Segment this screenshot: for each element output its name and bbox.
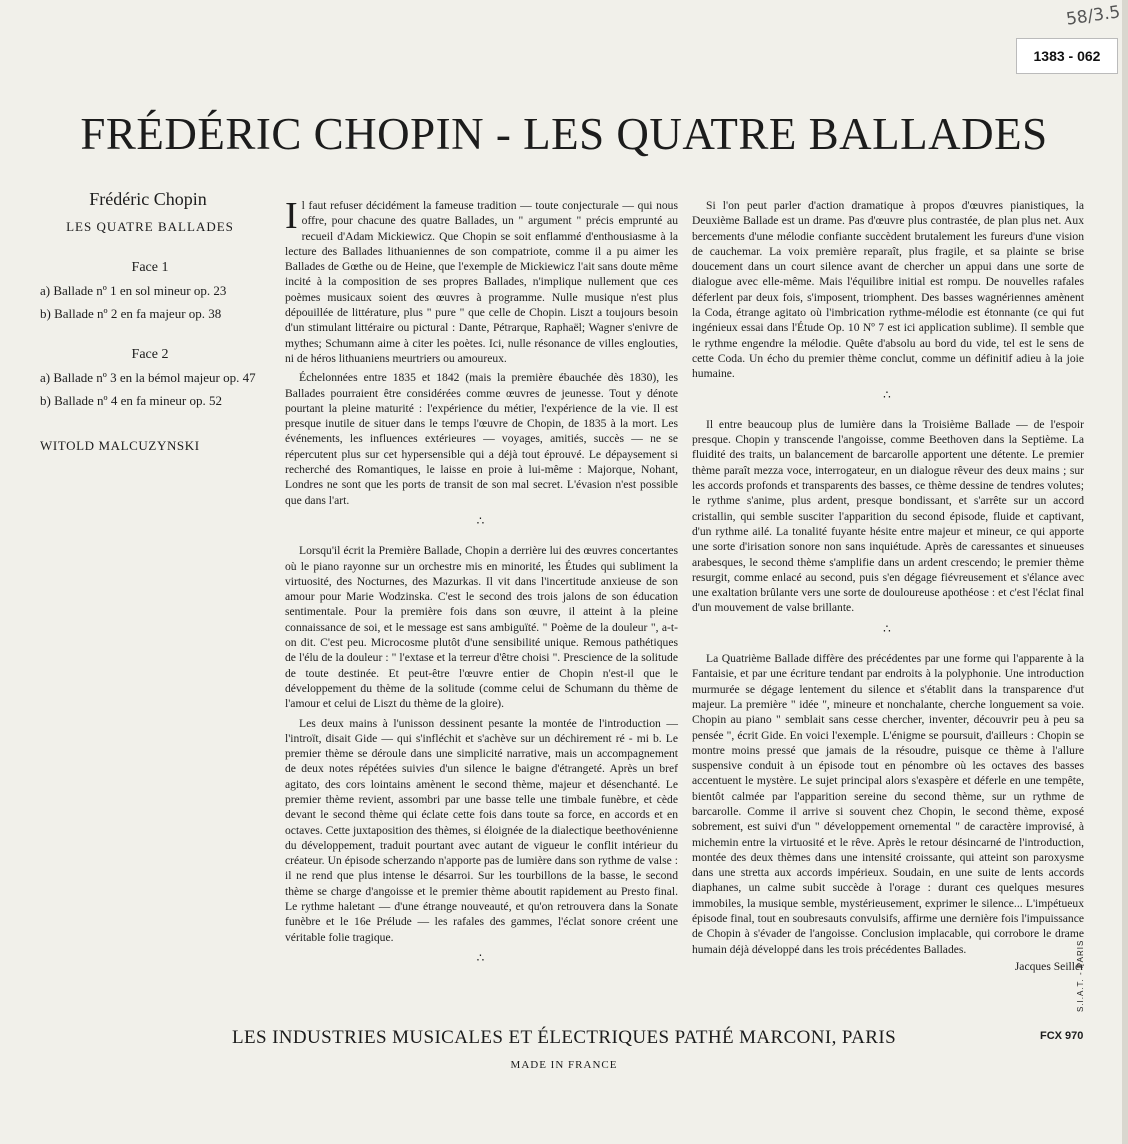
inventory-sticker: 1383 - 062 [1016, 38, 1118, 74]
face-2-label: Face 2 [131, 347, 169, 362]
section-divider: ∴ [883, 387, 893, 402]
work-title: LES QUATRE BALLADES [66, 219, 234, 234]
drop-cap: I [285, 195, 298, 237]
track-listing [40, 190, 260, 455]
section-divider: ∴ [476, 513, 487, 528]
printer-credit: S.I.A.T. - PARIS [1076, 939, 1085, 1012]
essay-paragraph: Lorsqu'il écrit la Première Ballade, Chopin a derrière lui des œuvres concertantes où le piano rayonne sur un orchestre mis en minorité, les Études qui subliment la virtuosité, des Nocturnes, des Mazurkas. Il vit dans l'incertitude anxieuse de son amour pour Marie Wodzinska. C'est le second des trois jalons de son éducation sentimentale. Pour la première fois dans son œuvre, il atteint à la pleine connaissance de soi, et le message est sans ambiguïté. " Poème de la douleur ", a-t-on dit. C'est peu. Microcosme plutôt d'une sensibilité unique. Remous pathétiques de l'élu de la douleur : " l'extase et la terreur d'être choisi ". Prescience de la solitude de toute destinée. Et peut-être l'œuvre entier de Chopin n'est-il que le développement du thème de la solitude (comme celui de Schumann du thème de l'amour et celui de Liszt du thème de la gloire). [285, 544, 678, 711]
essay-paragraph: Si l'on peut parler d'action dramatique à propos d'œuvres pianistiques, la Deuxième Ballade est un drame. Pas d'œuvre plus contrastée, de plan plus net. Aux bercements d'une mélodie confiante succèdent brutalement les fureurs d'une vision de cauchemar. La voix première reparaît, plus fragile, et sa plainte se brise doucement dans un court silence avant de chercher un appui dans une sorte de dialogue avec elle-même. Mais l'équilibre initial est rompu. De nouvelles rafales déferlent par deux fois, s'imposent, triomphent. Des basses wagnériennes amènent la Coda, étrange agitato où l'imbrication rythme-mélodie est étonnante (ce qui fut ingénieux essai dans l'Étude Op. 10 Nº 7 est ici application sublime). Il semble que le rythme engendre la mélodie. Quête d'absolu au bord du vide, tel est le sens de cette Coda. Un écho du premier thème conclut, comme un définitif adieu à la joie humaine. [692, 199, 1084, 381]
section-divider: ∴ [883, 621, 893, 636]
essay-paragraph: Les deux mains à l'unisson dessinent pesante la montée de l'introduction — l'introït, disait Gide — qui s'infléchit et s'achève sur un déchirement ré - mi b. Le premier thème se déroule dans une simplicité narrative, mais un accompagnement de deux notes répétées suivies d'un silence le baigne d'étrangeté. Après un bref agitato, des cors lointains amènent le second thème, majeur et désenchanté. Le premier thème revient, assombri par une basse telle une timbale funèbre, et cède devant le second thème qui éclate cette fois dans toute sa force, en accords et en octaves. Cette juxtaposition des thèmes, si éloignée de la dialectique beethovénienne du développement, traduit pourtant avec autant de vigueur le conflit intérieur du créateur. Un épisode scherzando n'apporte pas de lumière dans son rythme de valse : il ne rend que plus intense le désarroi. Sur les tourbillons de la basse, le second thème se charge d'angoisse et le premier thème aboutit rapidement au Presto final. Le rythme haletant — d'une étrange nouveauté, et qu'on retrouvera dans la Sonate funèbre et le 16e Prélude — les rafales des gammes, l'éclat sonore créent une véritable folie tragique. [285, 716, 678, 944]
face-1-label: Face 1 [131, 260, 169, 275]
author-signature: Jacques Seiller [1014, 959, 1084, 973]
section-divider: ∴ [476, 950, 487, 965]
page-title: FRÉDÉRIC CHOPIN - LES QUATRE BALLADES [80, 109, 1048, 159]
essay-paragraph: La Quatrième Ballade diffère des précédentes par une forme qui l'apparente à la Fantaisie, et par une écriture tendant par endroits à la polyphonie. Une introduction murmurée se dégage lentement du silence et s'établit dans la transparence d'ut majeur. La première " idée ", mineure et nonchalante, cherche longuement sa voie. Chopin au piano " semblait sans cesse chercher, inventer, découvrir peu à peu sa pensée ", écrit Gide. En voici l'exemple. L'énigme se poursuit, d'ailleurs : Chopin se montre moins pressé que jamais de la résoudre, puisque ce thème à l'allure suspensive conduit à un épisode tout en pénombre où les octaves des basses accentuent le mystère. Le sujet principal alors s'exaspère et déferle en une tempête, bientôt calmée par l'apparition sereine du second thème, sur un rythme de barcarolle. Comme il arrive si souvent chez Chopin, le second thème, exposé sobrement, est suivi d'un " développement ornemental " de caractère improvisé, à michemin entre la virtuosité et le rêve. Après le retour désincarné de l'introduction, montée des deux thèmes dans une intensité croissante, qui atteint son paroxysme dans une stretta aux accords impérieux. Soudain, en une suite de lents accords diaphanes, un calme subit succède à l'orage : durant ces quelques mesures immobiles, la musique semble, mystérieusement, exprimer le silence... L'impétueux épisode final, tout en soubresauts convulsifs, affirme une dernière fois l'impuissance de Chopin à s'évader de l'angoisse. Conclusion implacable, qui corrobore le drame humain déjà développé dans les trois précédentes Ballades. [692, 652, 1084, 956]
track-a1: a) Ballade nº 1 en sol mineur op. 23 [40, 283, 227, 298]
catalog-number: FCX 970 [1040, 1030, 1084, 1042]
publisher-line: LES INDUSTRIES MUSICALES ET ÉLECTRIQUES PATHÉ MARCONI, PARIS [231, 1027, 897, 1048]
essay-paragraph: Échelonnées entre 1835 et 1842 (mais la première ébauchée dès 1830), les Ballades pourraient être considérées comme œuvres de jeunesse. Tout y dénote pourtant la pleine maturité : l'expérience du métier, l'expérience de la vie. Il est presque inutile de situer dans le temps l'œuvre de Chopin, de 1835 à la mort. Les événements, les influences extérieures — voyages, amitiés, succès — ne se répercutent plus sur cet hypersensible qui a déjà tout éprouvé. Le dépaysement si recherché des Romantiques, le laisse en proie à lui-même : Majorque, Nohant, Londres ne sont que les ports de transit de son mal secret. L'évasion n'est possible que dans l'art. [285, 371, 678, 507]
composer-name: Frédéric Chopin [89, 189, 207, 209]
track-b2: b) Ballade nº 4 en fa mineur op. 52 [40, 393, 223, 408]
made-in-france: MADE IN FRANCE [510, 1059, 618, 1071]
performer-name: WITOLD MALCUZYNSKI [40, 438, 200, 453]
essay-paragraph: Il faut refuser décidément la fameuse tradition — toute conjecturale — qui nous offre, pour chacune des quatre Ballades, un " argument " précis emprunté au recueil d'Adam Mickiewicz. Que Chopin se soit enflammé d'enthousiasme à la lecture des Ballades lithuaniennes de son compatriote, comme il a pu aimer les Ballades de Gœthe ou de Heine, que l'exemple de Mickiewicz l'ait sans doute même incité à la composition de ses propres Ballades, n'implique nullement que ces poèmes musicaux soient des œuvres à programme. Nulle musique n'est plus dépouillée de littérature, plus " pure " que celle de Chopin. Liszt a toujours besoin d'un stimulant littéraire ou pictural : Dante, Pétrarque, Raphaël; Wagner s'enivre de mythes; Schumann aime à citer les poètes. Ici, nulle résonance de villes englouties, ni de héros lithuaniens meurtriers ou amoureux. [285, 195, 678, 365]
essay-column-left [285, 195, 678, 980]
sleeve-edge [1122, 0, 1128, 1144]
pencil-annotation: 58/3.5 [1064, 2, 1122, 30]
track-a2: a) Ballade nº 3 en la bémol majeur op. 47 [40, 370, 256, 385]
essay-column-right [692, 198, 1084, 974]
track-b1: b) Ballade nº 2 en fa majeur op. 38 [40, 306, 222, 321]
essay-paragraph: Il entre beaucoup plus de lumière dans la Troisième Ballade — de l'espoir presque. Chopin y transcende l'angoisse, comme Beethoven dans la Septième. La fluidité des traits, un balancement de barcarolle apportent une détente. Le premier thème paraît mezza voce, interrogateur, en un dialogue rêveur des deux mains ; sur les accords profonds et transparents des basses, ce thème dessine de tendres volutes; le rythme s'anime, plus ardent, presque bondissant, et s'arrête sur un accord cristallin, qui semble susciter l'apparition du second épisode, fluide et captivant, d'un rythme ailé. La tonalité fuyante hésite entre majeur et mineur, ce qui apporte une sorte d'irisation sonore non sans inquiétude. Après de caressantes et sinueuses arabesques, le second thème s'amplifie dans un ardent crescendo; le premier thème resurgit, comme enlacé au second, puis s'en dégage fiévreusement et s'élance avec une exaltation brûlante vers une sorte de douloureuse apothéose : et c'est l'éclat final d'un mouvement de valse brillante. [692, 417, 1084, 615]
